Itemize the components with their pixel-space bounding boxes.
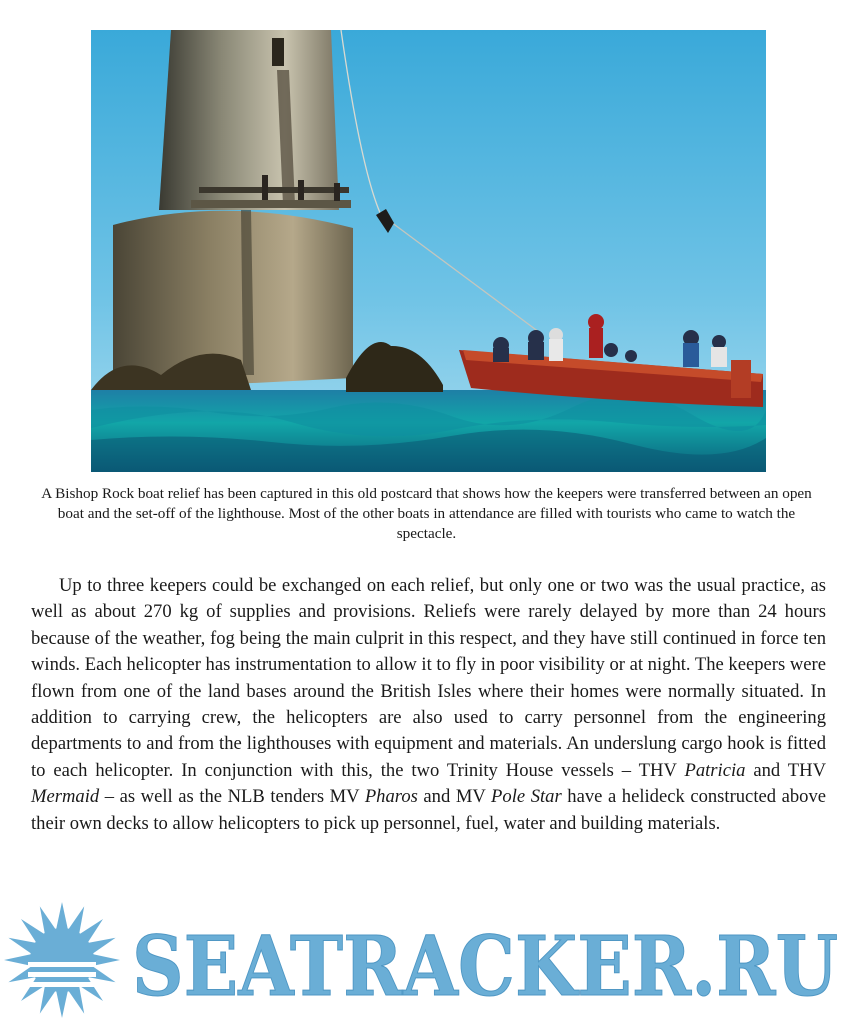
paragraph-text-part: have a helideck constructed above their own decks to allow helicopters to pick up personnel, fuel, water and building materials. <box>31 786 826 834</box>
paragraph-text-part: and THV <box>745 759 826 781</box>
photo-caption: A Bishop Rock boat relief has been captured in this old postcard that shows how the keepers were transferred between an open boat and the set-off of the lighthouse. Most of the other boats in attendance are filled with tourists who came to watch the spectacle. <box>41 485 812 542</box>
vessel-name-mermaid: Mermaid <box>31 786 100 808</box>
article-paragraph <box>31 573 826 837</box>
paragraph-text-part: Up to three keepers could be exchanged on each relief, but only one or two was the usual practice, as well as about 270 kg of supplies and provisions. Reliefs were rarely delayed by more than 24 hours because of the weather, fog being the main culprit in this respect, and they have still continued in force ten winds. Each helicopter has instrumentation to allow it to fly in poor visibility or at night. The keepers were flown from one of the land bases around the British Isles where their homes were normally situated. In addition to carrying crew, the helicopters are also used to carry personnel from the engineering departments to and from the lighthouses with equipment and materials. An underslung cargo hook is fitted to each helicopter. In conjunction with this, the two Trinity House vessels – THV <box>31 575 826 781</box>
watermark <box>0 900 853 1025</box>
sun-logo-icon <box>4 902 120 1018</box>
vessel-name-pharos: Pharos <box>364 786 418 808</box>
paragraph-text-part: – as well as the NLB tenders MV <box>99 786 365 808</box>
paragraph-text-part: and MV <box>417 786 492 808</box>
watermark-text: SEATRACKER.RU <box>132 919 838 1015</box>
lighthouse-boat-photo <box>91 30 766 472</box>
vessel-name-pole-star: Pole Star <box>491 786 562 808</box>
vessel-name-patricia: Patricia <box>684 759 746 781</box>
